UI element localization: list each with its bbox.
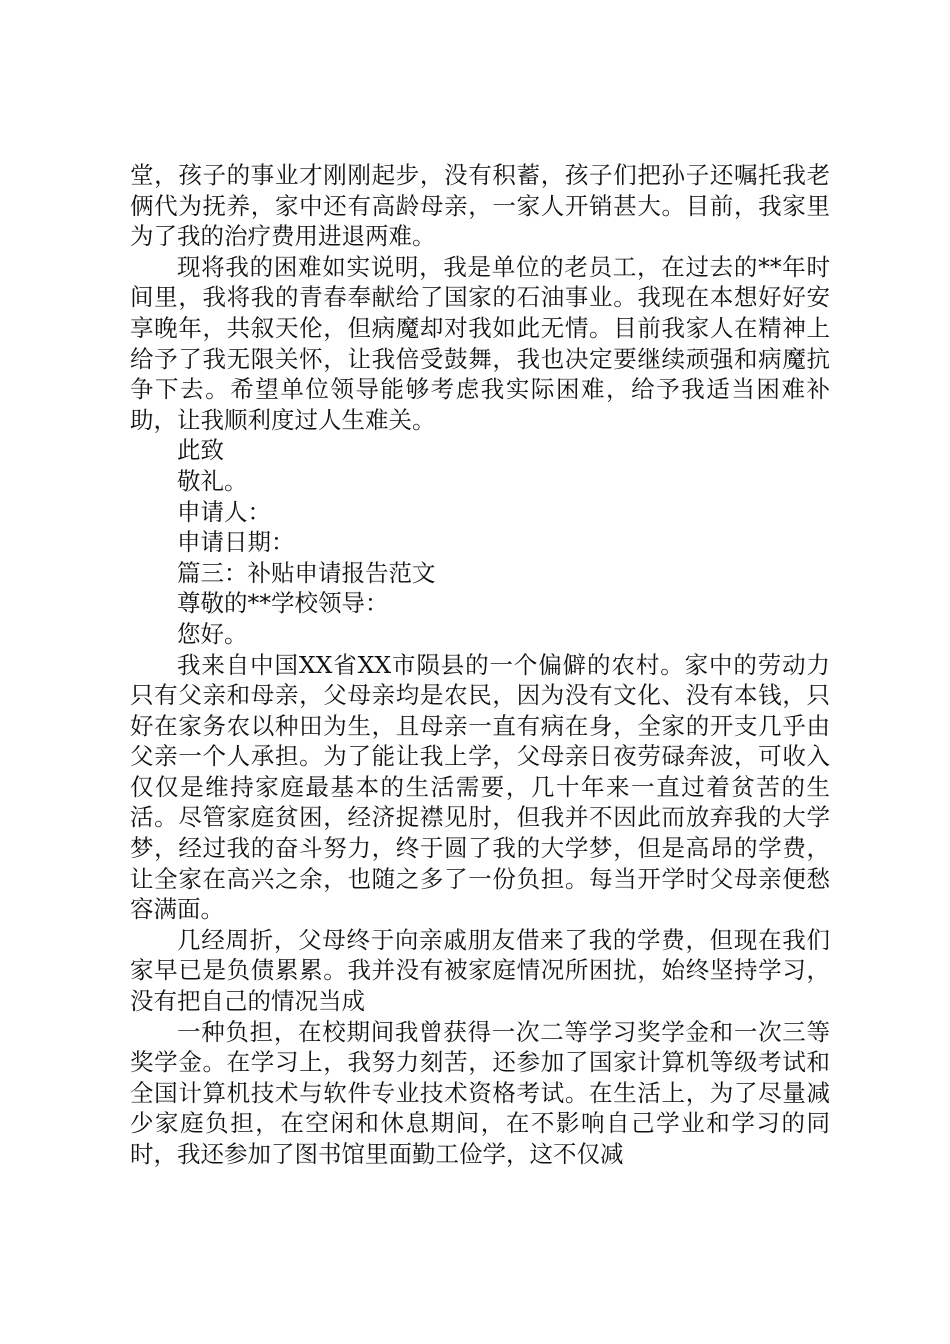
paragraph-hardship-continued: 堂，孩子的事业才刚刚起步，没有积蓄，孩子们把孙子还嘱托我老俩代为抚养，家中还有高龄母亲，一家人开销甚大。目前，我家里为了我的治疗费用进退两难。: [130, 161, 830, 251]
applicant-label: 申请人：: [177, 497, 271, 526]
document-body: [130, 160, 830, 1170]
paragraph-tuition-debt: 几经周折，父母终于向亲戚朋友借来了我的学费，但现在我们家早已是负债累累。我并没有被家庭情况所困扰，始终坚持学习，没有把自己的情况当成: [130, 925, 830, 1016]
section-title: 篇三：补贴申请报告范文: [177, 558, 436, 587]
greeting: 您好。: [177, 619, 248, 648]
closing-regards: 敬礼。: [177, 466, 248, 495]
paragraph-request-explanation: 现将我的困难如实说明，我是单位的老员工，在过去的**年时间里，我将我的青春奉献给了国家的石油事业。我现在本想好好安享晚年，共叙天伦，但病魔却对我如此无情。目前我家人在精神上给予了我无限关怀，让我倍受鼓舞，我也决定要继续顽强和病魔抗争下去。希望单位领导能够考虑我实际困难，给予我适当困难补助，让我顺利度过人生难关。: [130, 252, 830, 434]
addressee: 尊敬的**学校领导：: [177, 589, 389, 618]
application-date-label: 申请日期：: [177, 528, 295, 557]
paragraph-achievements: 一种负担，在校期间我曾获得一次二等学习奖学金和一次三等奖学金。在学习上，我努力刻苦，还参加了国家计算机等级考试和全国计算机技术与软件专业技术资格考试。在生活上，为了尽量减少家庭负担，在空闲和休息期间，在不影响自己学业和学习的同时，我还参加了图书馆里面勤工俭学，这不仅减: [130, 1017, 830, 1168]
paragraph-family-background: 我来自中国XX省XX市陨县的一个偏僻的农村。家中的劳动力只有父亲和母亲，父母亲均是农民，因为没有文化、没有本钱，只好在家务农以种田为生，且母亲一直有病在身，全家的开支几乎由父亲一个人承担。为了能让我上学，父母亲日夜劳碌奔波，可收入仅仅是维持家庭最基本的生活需要，几十年来一直过着贫苦的生活。尽管家庭贫困，经济捉襟见肘，但我并不因此而放弃我的大学梦，经过我的奋斗努力，终于圆了我的大学梦，但是高昂的学费，让全家在高兴之余，也随之多了一份负担。每当开学时父母亲便愁容满面。: [130, 650, 830, 924]
closing-salutation: 此致: [177, 436, 224, 465]
